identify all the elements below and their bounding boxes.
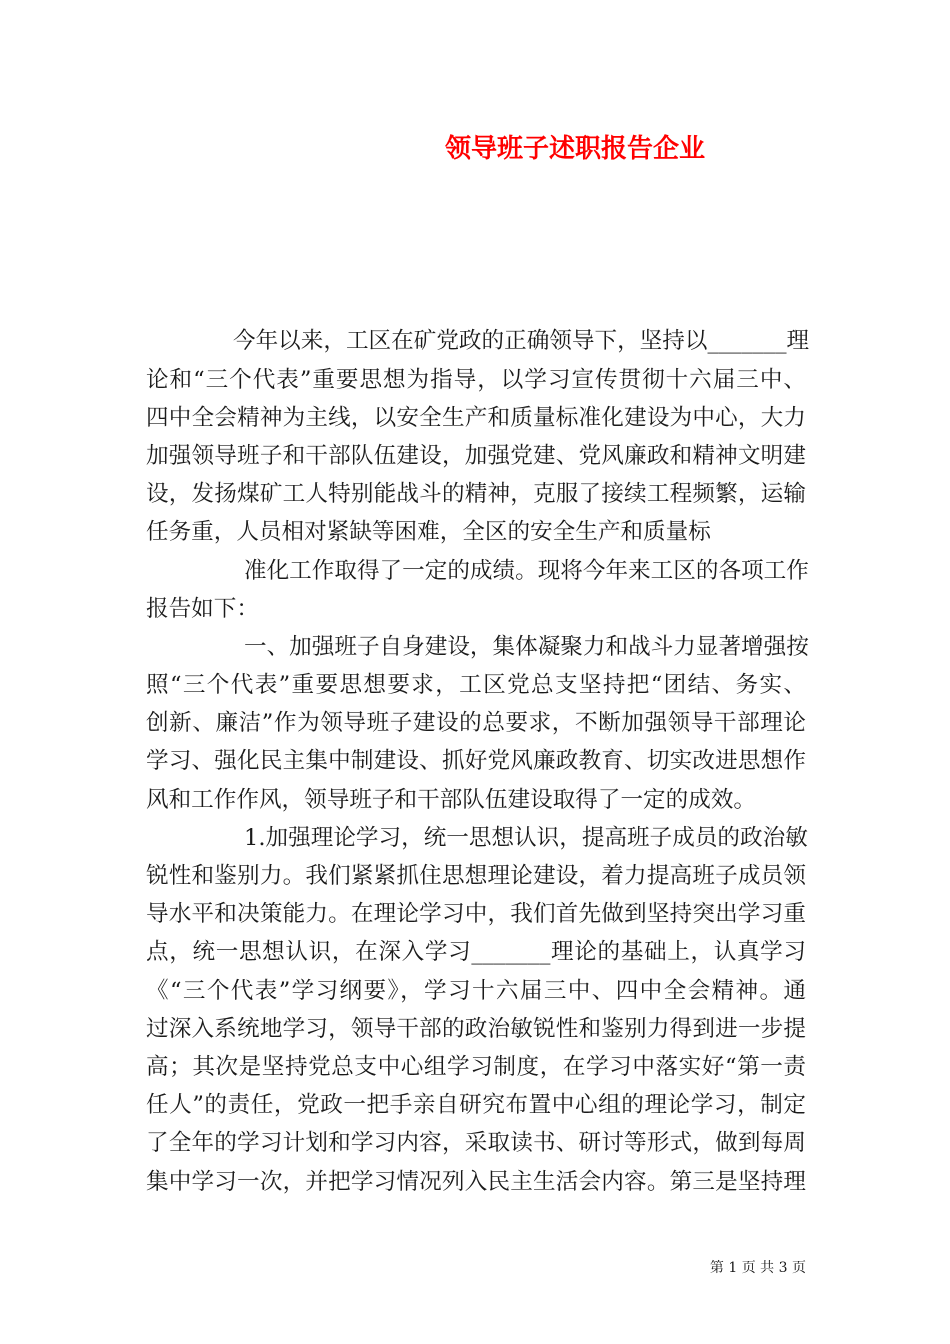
body-line: 四中全会精神为主线，以安全生产和质量标准化建设为中心，大力 xyxy=(146,405,806,431)
body-line: 一、加强班子自身建设，集体凝聚力和战斗力显著增强按 xyxy=(244,634,809,660)
body-line: 集中学习一次，并把学习情况列入民主生活会内容。第三是坚持理 xyxy=(146,1169,806,1195)
body-line: 设，发扬煤矿工人特别能战斗的精神，克服了接续工程频繁，运输 xyxy=(146,481,806,507)
body-line: 任人”的责任，党政一把手亲自研究布置中心组的理论学习，制定 xyxy=(146,1092,806,1118)
body-line: 点，统一思想认识，在深入学习_______理论的基础上，认真学习 xyxy=(146,939,806,965)
body-line: 1.加强理论学习，统一思想认识，提高班子成员的政治敏 xyxy=(244,825,808,851)
body-line: 加强领导班子和干部队伍建设，加强党建、党风廉政和精神文明建 xyxy=(146,443,806,469)
body-line: 《“三个代表”学习纲要》，学习十六届三中、四中全会精神。通 xyxy=(146,978,806,1004)
document-title: 领导班子述职报告企业 xyxy=(444,134,705,164)
body-line: 照“三个代表”重要思想要求，工区党总支坚持把“团结、务实、 xyxy=(146,672,806,698)
body-line: 论和“三个代表”重要思想为指导，以学习宣传贯彻十六届三中、 xyxy=(146,367,806,393)
body-line: 准化工作取得了一定的成绩。现将今年来工区的各项工作 xyxy=(244,558,809,584)
body-line: 了全年的学习计划和学习内容，采取读书、研讨等形式，做到每周 xyxy=(146,1130,806,1156)
body-line: 学习、强化民主集中制建设、抓好党风廉政教育、切实改进思想作 xyxy=(146,748,806,774)
page-number: 第 1 页 共 3 页 xyxy=(709,1260,806,1276)
body-line: 任务重，人员相对紧缺等困难，全区的安全生产和质量标 xyxy=(146,519,711,545)
body-line: 报告如下： xyxy=(146,596,259,622)
body-line: 导水平和决策能力。在理论学习中，我们首先做到坚持突出学习重 xyxy=(146,901,806,927)
body-line: 过深入系统地学习，领导干部的政治敏锐性和鉴别力得到进一步提 xyxy=(146,1016,806,1042)
body-line: 创新、廉洁”作为领导班子建设的总要求，不断加强领导干部理论 xyxy=(146,710,806,736)
body-line: 风和工作作风，领导班子和干部队伍建设取得了一定的成效。 xyxy=(146,787,757,813)
body-line: 高；其次是坚持党总支中心组学习制度，在学习中落实好“第一责 xyxy=(146,1054,806,1080)
body-line: 锐性和鉴别力。我们紧紧抓住思想理论建设，着力提高班子成员领 xyxy=(146,863,806,889)
body-line: 今年以来，工区在矿党政的正确领导下，坚持以_______理 xyxy=(233,328,810,354)
